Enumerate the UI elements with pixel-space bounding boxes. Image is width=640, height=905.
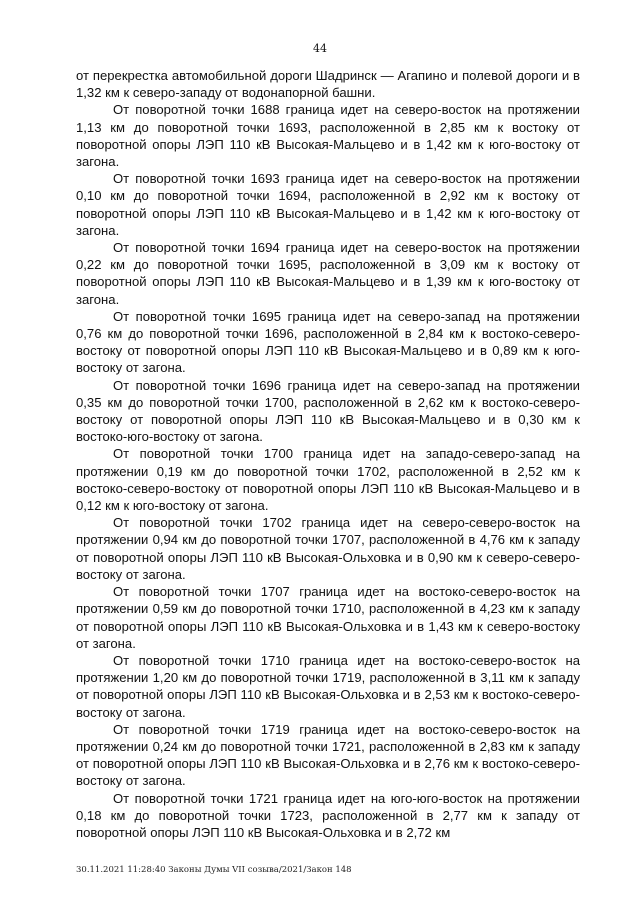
paragraph: От поворотной точки 1688 граница идет на северо-восток на протяжении 1,13 км до поворотной точки 1693, расположенной в 2,85 км к востоку от поворотной опоры ЛЭП 110 кВ Высокая-Мальцево и в 1,42 км к юго-востоку от загона.: [76, 102, 580, 170]
paragraph: От поворотной точки 1710 граница идет на востоко-северо-восток на протяжении 1,20 км до поворотной точки 1719, расположенной в 3,11 км к западу от поворотной опоры ЛЭП 110 кВ Высокая-Ольховка и в 2,53 км к востоко-северо-востоку от загона.: [76, 652, 580, 720]
paragraph: От поворотной точки 1707 граница идет на востоко-северо-восток на протяжении 0,59 км до поворотной точки 1710, расположенной в 4,23 км к западу от поворотной опоры ЛЭП 110 кВ Высокая-Ольховка и в 1,43 км к северо-востоку от загона.: [76, 584, 580, 651]
paragraph: От поворотной точки 1695 граница идет на северо-запад на протяжении 0,76 км до поворотной точки 1696, расположенной в 2,84 км к востоко-северо-востоку от поворотной опоры ЛЭП 110 кВ Высокая-Мальцево и в 0,89 км к юго-востоку от загона.: [76, 308, 580, 376]
paragraph: От поворотной точки 1693 граница идет на северо-восток на протяжении 0,10 км до поворотной точки 1694, расположенной в 2,92 км к востоку от поворотной опоры ЛЭП 110 кВ Высокая-Мальцево и в 1,42 км к юго-востоку от загона.: [76, 171, 580, 238]
page-number: 44: [313, 42, 327, 55]
paragraph: От поворотной точки 1721 граница идет на юго-юго-восток на протяжении 0,18 км до поворотной точки 1723, расположенной в 2,77 км к западу от поворотной опоры ЛЭП 110 кВ Высокая-Ольховка и в 2,72 км: [76, 790, 580, 840]
paragraph-continuation: от перекрестка автомобильной дороги Шадринск — Агапино и полевой дороги и в 1,32 км к северо-западу от водонапорной башни.: [76, 68, 580, 101]
paragraph: От поворотной точки 1700 граница идет на западо-северо-запад на протяжении 0,19 км до поворотной точки 1702, расположенной в 2,52 км к востоко-северо-востоку от поворотной опоры ЛЭП 110 кВ Высокая-Мальцево и в 0,12 км к юго-востоку от загона.: [76, 446, 580, 514]
paragraph: От поворотной точки 1694 граница идет на северо-восток на протяжении 0,22 км до поворотной точки 1695, расположенной в 3,09 км к востоку от поворотной опоры ЛЭП 110 кВ Высокая-Мальцево и в 1,39 км к юго-востоку от загона.: [76, 240, 580, 307]
paragraph: От поворотной точки 1702 граница идет на северо-северо-восток на протяжении 0,94 км до поворотной точки 1707, расположенной в 4,76 км к западу от поворотной опоры ЛЭП 110 кВ Высокая-Ольховка и в 0,90 км к северо-северо-востоку от загона.: [76, 515, 580, 582]
paragraph: От поворотной точки 1696 граница идет на северо-запад на протяжении 0,35 км до поворотной точки 1700, расположенной в 2,62 км к востоко-северо-востоку от поворотной опоры ЛЭП 110 кВ Высокая-Мальцево и в 0,30 км к востоко-юго-востоку от загона.: [76, 377, 580, 445]
document-footer: 30.11.2021 11:28:40 Законы Думы VII созыва/2021/Закон 148: [76, 865, 352, 875]
document-body: [76, 67, 580, 841]
paragraph: От поворотной точки 1719 граница идет на востоко-северо-восток на протяжении 0,24 км до поворотной точки 1721, расположенной в 2,83 км к западу от поворотной опоры ЛЭП 110 кВ Высокая-Ольховка и в 2,76 км к востоко-северо-востоку от загона.: [76, 721, 580, 789]
